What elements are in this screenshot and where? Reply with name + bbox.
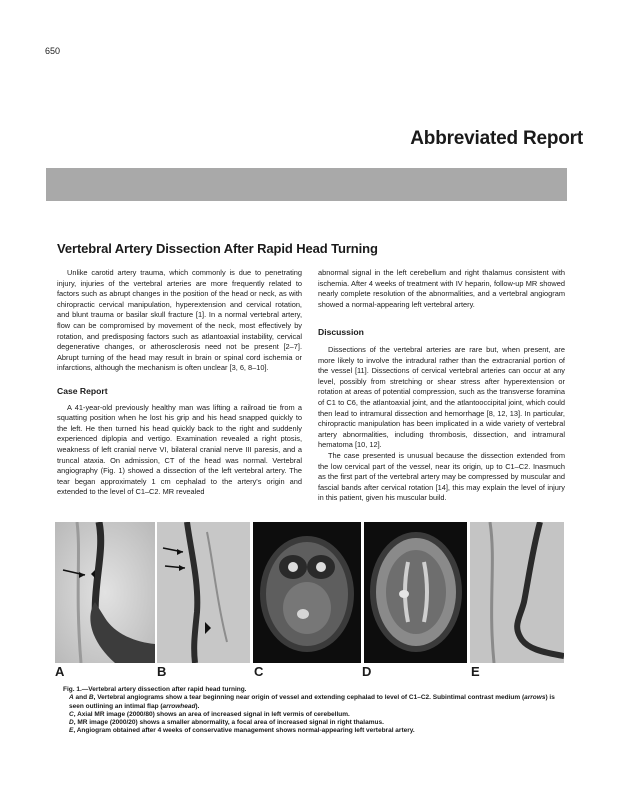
page-number: 650 [45,46,61,56]
right-column [318,268,565,504]
caption-title: Fig. 1.—Vertebral artery dissection after rapid head turning. [63,686,247,693]
discussion-paragraph-2: The case presented is unusual because the dissection extended from the low cervical part of the vessel, near its origin, up to C1–C2. Inasmuch as the first part of the vertebral artery may be compressed by muscular and fascial bands after cervical rotation [14], this may explain the level of injury in this patient, given his muscular build. [318,450,565,503]
figure-panel-d-mr-image [364,522,467,663]
case-report-paragraph: A 41-year-old previously healthy man was lifting a railroad tie from a squatting position when he lost his grip and his head snapped quickly to the left. He then turned his head quickly back to the right and suddenly experienced diplopia and vertigo. Examination revealed a right ptosis, weakness of left cranial nerve VI, bilateral cranial nerve III paresis, and a truncal ataxia. On admission, CT of the head was normal. Vertebral angiography (Fig. 1) showed a dissection of the left vertebral artery. The tear began approximately 1 cm cephalad to the artery's origin and extended to the level of C1–C2. MR revealed [57,402,302,497]
case-continuation-paragraph: abnormal signal in the left cerebellum and right thalamus consistent with ischemia. After 4 weeks of treatment with IV heparin, follow-up MR showed nearly complete resolution of the abnormalities, and a vertebral angiogram showed a normal-appearing left vertebral artery. [318,268,565,309]
article-title: Vertebral Artery Dissection After Rapid Head Turning [57,241,378,256]
figure-panel-b-angiogram [157,522,250,663]
panel-label-b: B [157,664,167,679]
discussion-paragraph-1: Dissections of the vertebral arteries are rare but, when present, are more likely to involve the intradural rather than the extracranial portion of the vessel [11]. Dissections of cervical vertebral arteries can occur at any level, possibly from stretching or shear stress after hyperextension or rotation at areas of potential compression, such as the transverse foramina of C1 to C6, the atlantoaxial joint, and the atlantooccipital joint, which could then lead to intramural dissection and hemorrhage [8, 12, 13]. In particular, chiropractic manipulation has been implicated in a wide variety of vertebral artery abnormalities, including thrombosis, dissection, and intramural hematoma [10, 12]. [318,344,565,450]
caption-d: D, MR image (2000/20) shows a smaller abnormality, a focal area of increased signal in right thalamus. [69,719,384,727]
left-column [57,268,302,498]
caption-ab: A and B, Vertebral angiograms show a tear beginning near origin of vessel and extending cephalad to level of C1–C2. Subintimal contrast medium (arrows) is seen outlining an intimal flap (arrowhead). [69,694,555,710]
section-title: Abbreviated Report [410,128,583,149]
panel-label-d: D [362,664,372,679]
discussion-heading: Discussion [318,327,364,338]
intro-paragraph: Unlike carotid artery trauma, which commonly is due to penetrating injury, injuries of the vertebral arteries are more frequently related to factors such as abrupt changes in the position of the head or neck, as with chiropractic cervical manipulation, hyperextension and cervical rotation, and blunt trauma or basilar skull fracture [1]. In a normal vertebral artery, flow can be compromised by movement of the neck, most effectively by rotation, and predisposing factors such as atlantoaxial instability, cervical degenerative changes, or atherosclerosis need not be present [2–7]. Abrupt turning of the head may result in brain or spinal cord ischemia or infarctions, although the mechanism is often unclear [3, 6, 8–10]. [57,268,302,373]
caption-e: E, Angiogram obtained after 4 weeks of conservative management shows normal-appearing left vertebral artery. [69,727,415,735]
panel-label-c: C [254,664,264,679]
header-gray-band [46,168,567,201]
figure-caption [63,686,563,736]
figure-panel-c-mr-image [253,522,361,663]
caption-c: C, Axial MR image (2000/80) shows an area of increased signal in left vermis of cerebellum. [69,710,350,718]
panel-label-a: A [55,664,65,679]
case-report-heading: Case Report [57,385,108,396]
panel-label-e: E [471,664,480,679]
figure-panel-a-angiogram [55,522,155,663]
figure-panel-e-angiogram [470,522,564,663]
